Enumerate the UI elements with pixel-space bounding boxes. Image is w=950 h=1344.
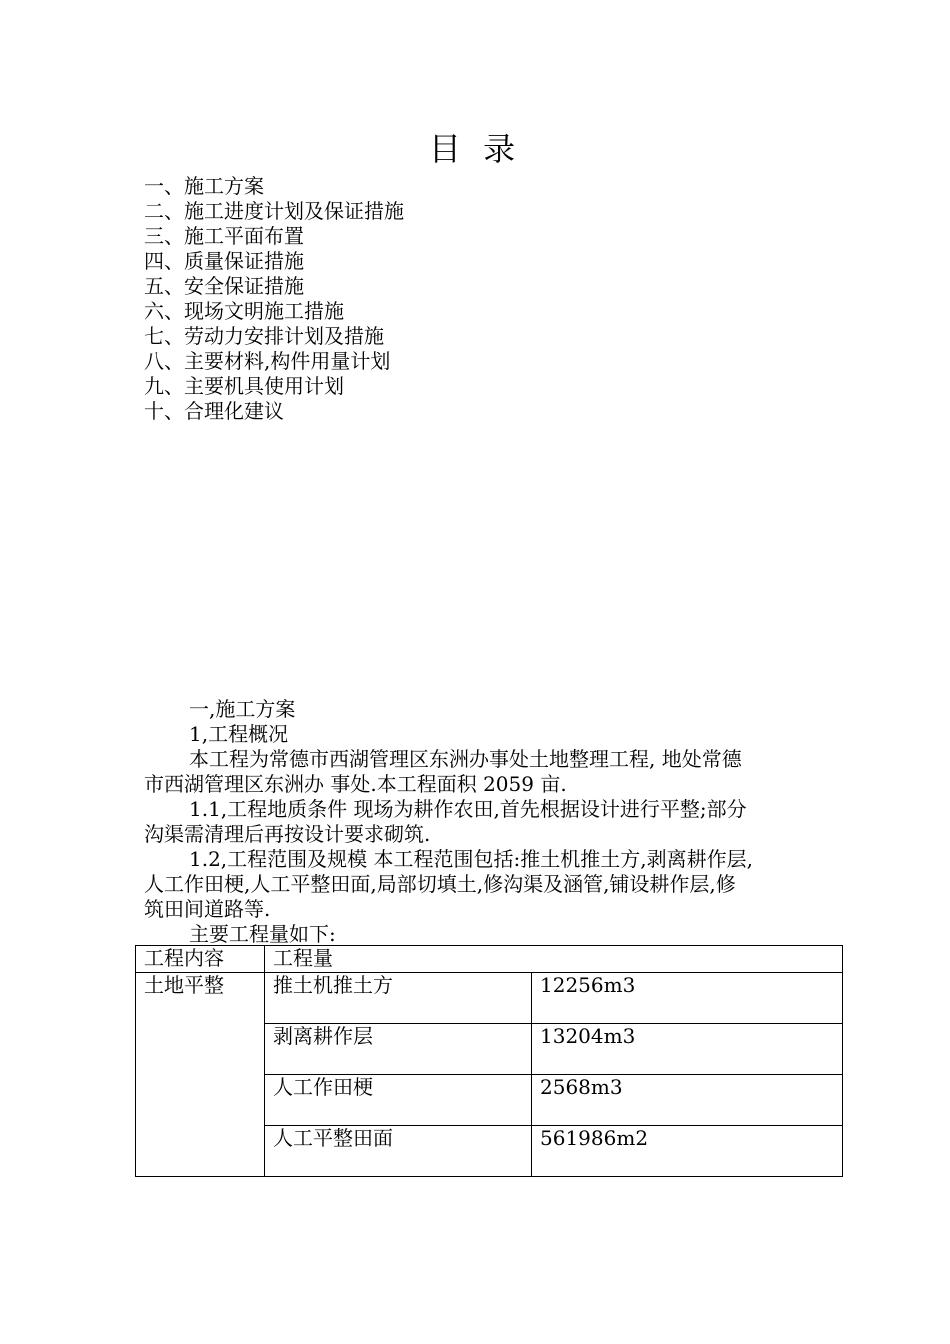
toc-item: 一、施工方案 (144, 174, 264, 198)
paragraph-line: 沟渠需清理后再按设计要求砌筑. (144, 822, 431, 846)
toc-item: 九、主要机具使用计划 (144, 374, 344, 398)
paragraph-line: 本工程为常德市西湖管理区东洲办事处土地整理工程, 地处常德 (189, 747, 742, 771)
quantity-cell: 13204m3 (532, 1024, 843, 1075)
paragraph-line: 1.1,工程地质条件 现场为耕作农田,首先根据设计进行平整;部分 (189, 797, 747, 821)
paragraph-line: 市西湖管理区东洲办 事处.本工程面积 2059 亩. (144, 772, 567, 796)
toc-item: 六、现场文明施工措施 (144, 299, 344, 323)
paragraph-line: 筑田间道路等. (144, 897, 271, 921)
toc-item: 十、合理化建议 (144, 399, 284, 423)
toc-item: 八、主要材料,构件用量计划 (144, 349, 391, 373)
table-of-contents (144, 174, 404, 424)
header-cell-quantity: 工程量 (265, 946, 843, 973)
item-cell: 人工平整田面 (265, 1126, 532, 1177)
toc-item: 二、施工进度计划及保证措施 (144, 199, 404, 223)
quantity-table (135, 945, 843, 1177)
item-cell: 剥离耕作层 (265, 1024, 532, 1075)
table-row (136, 973, 843, 1024)
group-label-cell: 土地平整 (136, 973, 265, 1177)
item-cell: 人工作田梗 (265, 1075, 532, 1126)
section-heading: 一,施工方案 (189, 697, 296, 721)
toc-item: 三、施工平面布置 (144, 224, 304, 248)
item-cell: 推土机推土方 (265, 973, 532, 1024)
section-body (144, 697, 810, 947)
paragraph-line: 1.2,工程范围及规模 本工程范围包括:推土机推土方,剥离耕作层, (189, 847, 753, 871)
toc-item: 四、质量保证措施 (144, 249, 304, 273)
quantity-cell: 561986m2 (532, 1126, 843, 1177)
toc-item: 七、劳动力安排计划及措施 (144, 324, 384, 348)
document-title: 目 录 (428, 130, 522, 168)
quantity-cell: 2568m3 (532, 1075, 843, 1126)
subsection-heading: 1,工程概况 (189, 722, 289, 746)
toc-item: 五、安全保证措施 (144, 274, 304, 298)
header-cell-content: 工程内容 (136, 946, 265, 973)
table-intro: 主要工程量如下: (189, 922, 336, 946)
table-header-row (136, 946, 843, 973)
quantity-cell: 12256m3 (532, 973, 843, 1024)
paragraph-line: 人工作田梗,人工平整田面,局部切填土,修沟渠及涵管,铺设耕作层,修 (144, 872, 736, 896)
